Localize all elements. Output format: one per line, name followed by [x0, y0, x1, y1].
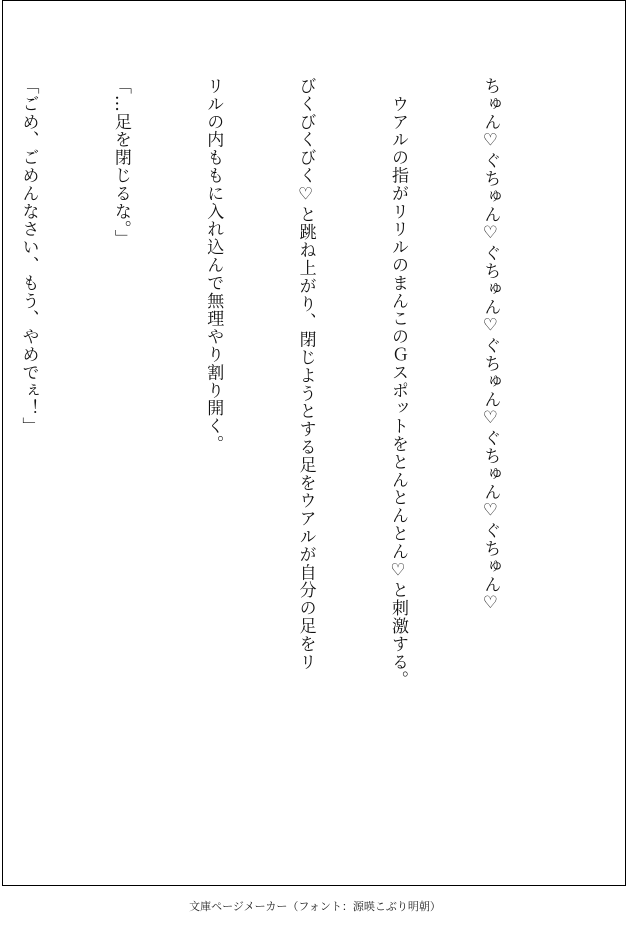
- footer-credit: 文庫ページメーカー（フォント：源暎こぶり明朝）: [189, 900, 441, 913]
- page-frame: [2, 0, 626, 886]
- text-line: 「ごめ、ごめんなさい、もう、やめでぇ！」: [18, 77, 39, 435]
- text-line: びくびくびく♡と跳ね上がり、閉じようとする足をウアルが自分の足をリ: [295, 77, 316, 671]
- text-line: ちゅん♡ぐちゅん♡ぐちゅん♡ぐちゅん♡ぐちゅん♡ぐちゅん♡: [480, 77, 501, 615]
- vertical-text-body: [0, 77, 567, 837]
- text-line: リルの内ももに入れ込んで無理やり割り開く。: [203, 77, 224, 453]
- text-line: 「…足を閉じるな。」: [110, 77, 131, 248]
- text-line: ウアルの指がリリルのまんこのＧスポットをとんとんとん♡と刺激する。: [388, 77, 409, 689]
